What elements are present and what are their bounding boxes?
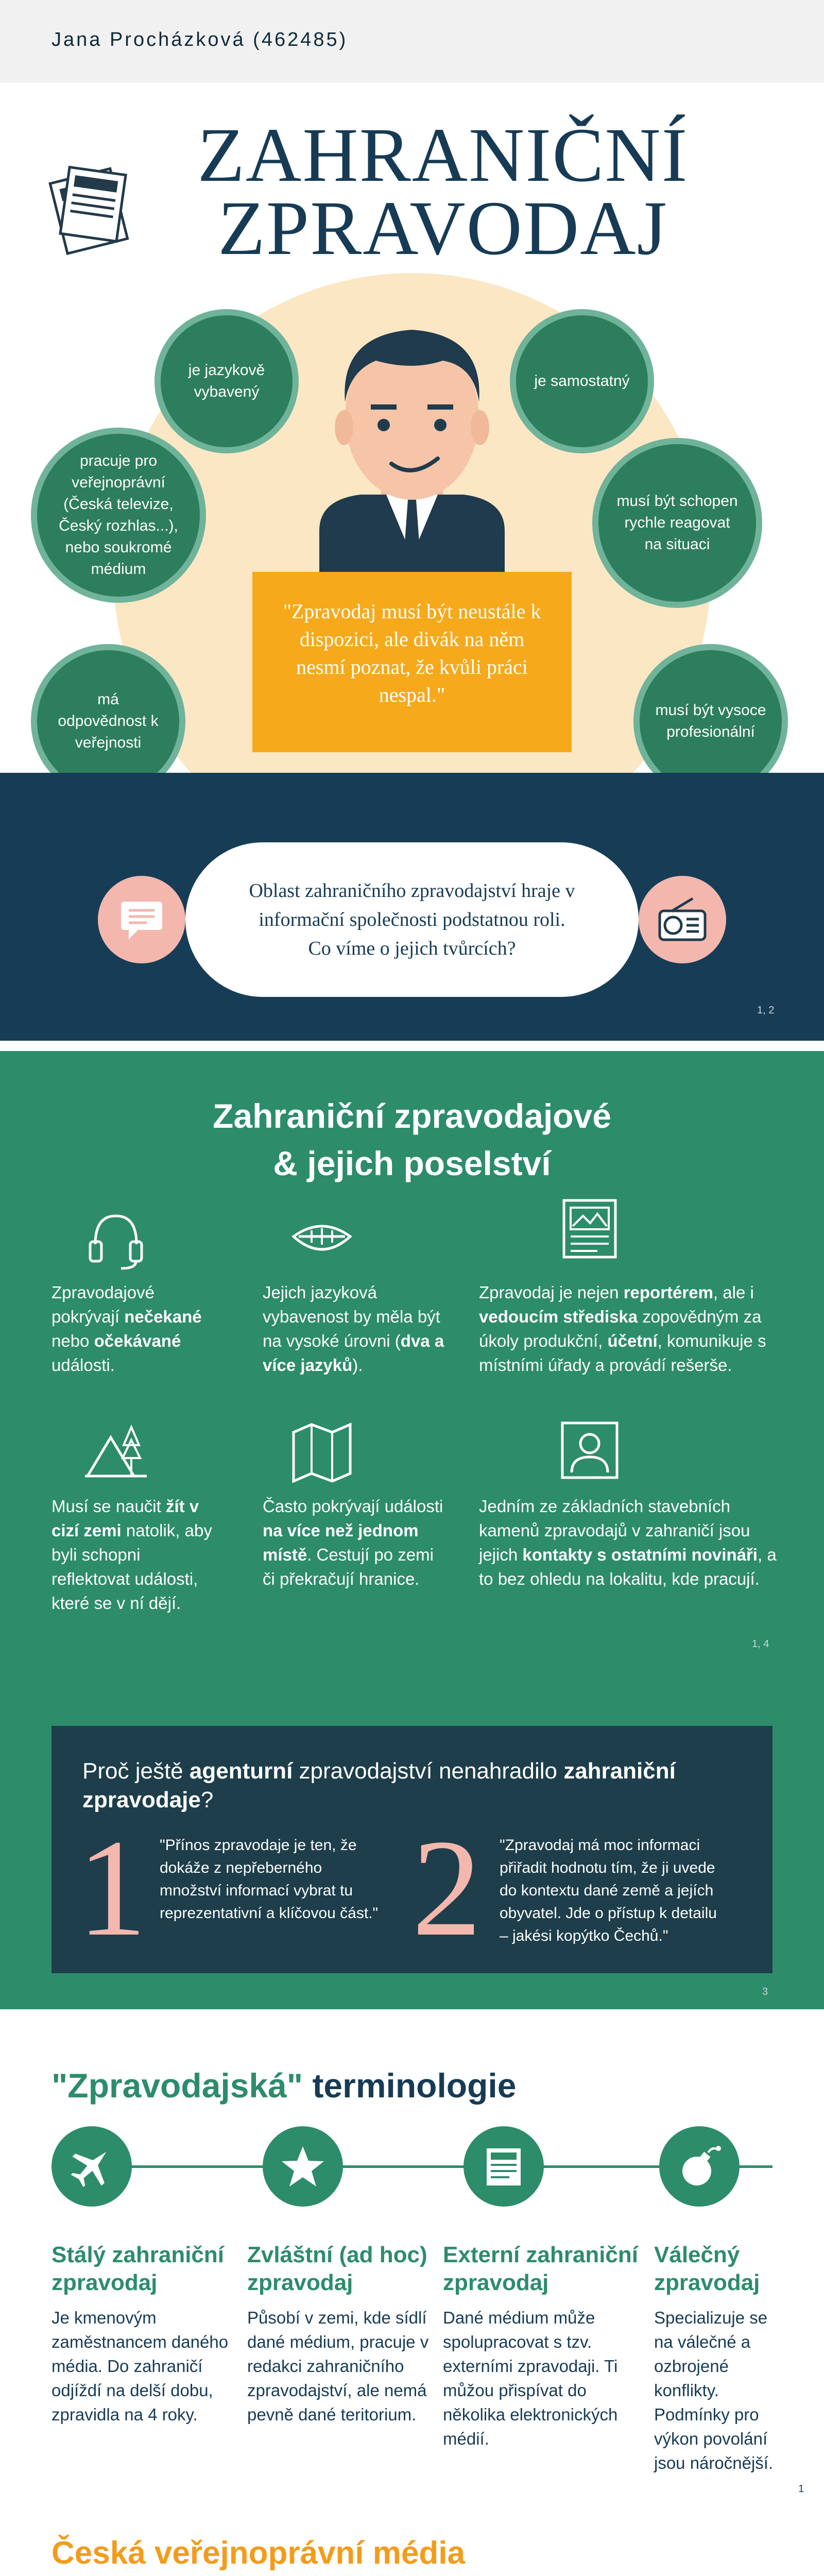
page-title: [185, 112, 700, 271]
trait-bubble-1: je jazykově vybavený: [154, 309, 299, 453]
radio-icon: [639, 876, 726, 963]
term-body-3: Dané médium může spolupracovat s tzv. externími zpravodaji. Ti můžou přispívat do několika elektronických médií.: [443, 2308, 618, 2448]
term-head-3: Externí zahraniční zpravodaj: [443, 2242, 639, 2295]
term-body-4: Specializuje se na válečné a ozbrojené konflikty. Podmínky pro výkon povolání jsou náročnější.: [654, 2308, 774, 2472]
term-head-2: Zvláštní (ad hoc) zpravodaj: [247, 2242, 427, 2295]
top-bar: [0, 0, 824, 82]
quote-box: "Zpravodaj musí být neustále k dispozici, ale divák na něm nesmí poznat, že kvůli práci nespal.": [252, 572, 572, 752]
trait-bubble-4: musí být schopen rychle reagovat na situaci: [592, 438, 762, 608]
feature-unexpected-events: Zpravodajové pokrývají nečekané nebo očekávané události.: [52, 1283, 202, 1375]
term-body-2: Působí v zemi, kde sídlí dané médium, pracuje v redakci zahraničního zpravodajství, ale nemá pevně dané teritorium.: [247, 2308, 429, 2424]
source-note-hero: 1, 2: [757, 1005, 775, 1016]
newspaper-stack-icon: [36, 155, 139, 258]
bomb-icon: [659, 2126, 740, 2207]
feature-language-skills: Jejich jazyková vybavenost by měla být na vysoké úrovni (dva a více jazyků).: [263, 1283, 444, 1375]
mouth-icon: [288, 1206, 355, 1273]
feature-living-abroad: Musí se naučit žít v cizí zemi natolik, aby byli schopni reflektovat události, které se v ní dějí.: [52, 1497, 212, 1613]
trait-bubble-5: má odpovědnost k veřejnosti: [31, 644, 185, 799]
reason-text-2: "Zpravodaj má moc informaci přiřadit hodnotu tím, že ji uvede do kontextu dané země a jejích obyvatel. Jde o přístup k detailu – jakési kopýtko Čechů.": [500, 1837, 717, 1944]
source-note-card: 3: [762, 1986, 768, 1997]
section2-title-line-2: & jejich poselství: [273, 1144, 551, 1182]
section2-title: [103, 1092, 721, 1187]
star-icon: [263, 2126, 343, 2207]
newspaper-icon: [464, 2126, 544, 2207]
agency-question-card: [52, 1726, 772, 1973]
term-body-1: Je kmenovým zaměstnancem daného média. Do zahraničí odjíždí na delší dobu, zpravidla na 4 roky.: [52, 2308, 229, 2424]
trait-bubble-2: je samostatný: [510, 309, 654, 453]
term-head-1: Stálý zahraniční zpravodaj: [52, 2242, 225, 2295]
title-line-2: ZPRAVODAJ: [218, 185, 668, 271]
source-note-section2: 1, 4: [752, 1638, 769, 1650]
author-name: Jana Procházková (462485): [52, 29, 348, 50]
feature-reporter-role: Zpravodaj je nejen reportérem, ale i vedoucím střediska zopovědným za úkoly produkční, účetní, komunikuje s místními úřady a provádí rešerše.: [479, 1283, 766, 1375]
title-line-1: ZAHRANIČNÍ: [197, 112, 689, 198]
chat-icon: [98, 876, 185, 963]
airplane-icon: [52, 2126, 132, 2207]
source-note-section3: 1: [798, 2483, 804, 2495]
correspondents-section: [0, 1051, 824, 2009]
person-card-icon: [556, 1417, 623, 1484]
intro-statement: Oblast zahraničního zpravodajství hraje v informační společnosti podstatnou roli. Co víme o jejich tvůrcích?: [185, 842, 639, 997]
feature-coverage: Často pokrývají události na více než jednom místě. Cestují po zemi či překračují hranice.: [263, 1497, 443, 1588]
mountain-tree-icon: [82, 1417, 149, 1484]
headset-icon: [82, 1206, 149, 1273]
reason-text-1: "Přínos zpravodaje je ten, že dokáže z nepřeberného množství informací vybrat tu reprezentativní a klíčovou část.": [160, 1837, 379, 1922]
report-document-icon: [556, 1195, 623, 1262]
term-head-4: Válečný zpravodaj: [654, 2242, 760, 2295]
hero-section: [0, 82, 824, 1041]
reporter-illustration: [288, 314, 536, 603]
feature-contacts: Jedním ze základních stavebních kamenů zpravodajů v zahraničí jsou jejich kontakty s ostatními novináři, a to bez ohledu na lokalitu, kde pracují.: [479, 1497, 777, 1588]
section2-title-line-1: Zahraniční zpravodajové: [213, 1097, 611, 1135]
map-icon: [288, 1417, 355, 1484]
reason-number-1: 1: [77, 1811, 147, 1965]
agency-question: Proč ještě agenturní zpravodajství nenahradilo zahraniční zpravodaje?: [82, 1758, 676, 1812]
trait-bubble-3: pracuje pro veřejnoprávní (Česká televize, Český rozhlas...), nebo soukromé médium: [31, 428, 206, 603]
reason-number-2: 2: [412, 1811, 482, 1965]
trait-bubble-6: musí být vysoce profesionální: [633, 644, 788, 799]
public-media-title: Česká veřejnoprávní média: [52, 2535, 465, 2571]
terminology-title: "Zpravodajská" terminologie: [52, 2066, 517, 2105]
